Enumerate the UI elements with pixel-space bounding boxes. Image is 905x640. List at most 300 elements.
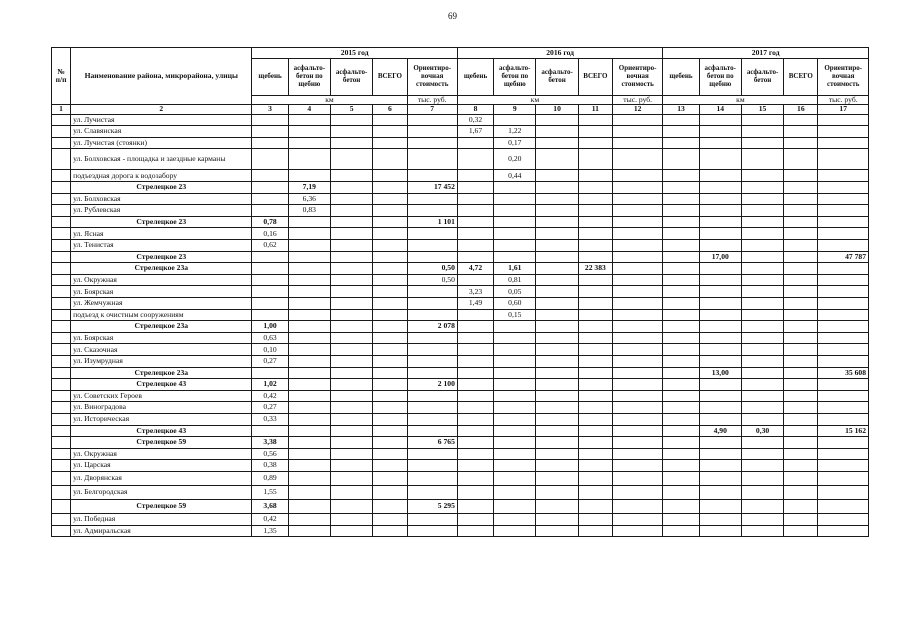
value-cell xyxy=(288,355,330,367)
value-cell xyxy=(536,126,578,138)
value-cell xyxy=(578,390,612,402)
value-cell xyxy=(784,126,818,138)
value-cell: 7,19 xyxy=(288,182,330,194)
value-cell xyxy=(373,460,407,472)
value-cell xyxy=(612,499,662,513)
value-cell xyxy=(741,499,783,513)
value-cell: 0,62 xyxy=(252,240,288,252)
column-label: асфальто-бетон xyxy=(741,59,783,96)
value-cell xyxy=(330,193,372,205)
value-cell xyxy=(818,460,869,472)
value-cell xyxy=(818,240,869,252)
value-cell xyxy=(407,460,457,472)
value-cell xyxy=(288,367,330,379)
value-cell xyxy=(818,216,869,228)
value-cell xyxy=(699,182,741,194)
value-cell xyxy=(578,413,612,425)
unit-km: км xyxy=(457,96,612,105)
group-row xyxy=(52,216,869,228)
value-cell xyxy=(407,126,457,138)
street-name: ул. Окружная xyxy=(71,448,252,460)
row-number-cell xyxy=(52,321,71,333)
value-cell xyxy=(536,216,578,228)
street-row xyxy=(52,402,869,414)
column-index: 13 xyxy=(663,105,699,114)
value-cell xyxy=(663,137,699,149)
value-cell xyxy=(699,205,741,217)
value-cell xyxy=(407,309,457,321)
value-cell xyxy=(457,240,493,252)
value-cell xyxy=(457,251,493,263)
value-cell xyxy=(612,402,662,414)
value-cell xyxy=(373,240,407,252)
value-cell xyxy=(699,126,741,138)
value-cell xyxy=(699,193,741,205)
value-cell xyxy=(741,460,783,472)
value-cell xyxy=(818,298,869,310)
year-header-2015: 2015 год xyxy=(252,48,457,59)
value-cell xyxy=(536,114,578,126)
value-cell xyxy=(252,205,288,217)
row-number-cell xyxy=(52,170,71,182)
value-cell xyxy=(663,379,699,391)
column-index: 10 xyxy=(536,105,578,114)
value-cell xyxy=(288,332,330,344)
row-number-cell xyxy=(52,114,71,126)
value-cell xyxy=(663,298,699,310)
value-cell xyxy=(741,448,783,460)
value-cell xyxy=(578,240,612,252)
value-cell xyxy=(457,448,493,460)
value-cell xyxy=(578,448,612,460)
value-cell xyxy=(612,274,662,286)
value-cell xyxy=(494,193,536,205)
value-cell xyxy=(373,114,407,126)
row-number-cell xyxy=(52,379,71,391)
value-cell xyxy=(330,425,372,437)
value-cell xyxy=(494,182,536,194)
value-cell xyxy=(612,263,662,275)
value-cell xyxy=(373,205,407,217)
street-row xyxy=(52,286,869,298)
group-name: Стрелецкое 23а xyxy=(71,321,252,333)
value-cell xyxy=(407,114,457,126)
column-index: 14 xyxy=(699,105,741,114)
row-number-cell xyxy=(52,471,71,485)
value-cell xyxy=(288,460,330,472)
value-cell: 3,23 xyxy=(457,286,493,298)
value-cell xyxy=(818,448,869,460)
column-index: 12 xyxy=(612,105,662,114)
value-cell xyxy=(663,126,699,138)
value-cell xyxy=(494,205,536,217)
street-name: ул. Боярская xyxy=(71,286,252,298)
value-cell xyxy=(252,367,288,379)
value-cell xyxy=(699,274,741,286)
value-cell: 1 101 xyxy=(407,216,457,228)
value-cell xyxy=(457,390,493,402)
column-index: 11 xyxy=(578,105,612,114)
street-row xyxy=(52,332,869,344)
value-cell xyxy=(407,344,457,356)
value-cell xyxy=(407,170,457,182)
value-cell xyxy=(578,513,612,525)
value-cell xyxy=(818,525,869,537)
index-row xyxy=(52,105,869,114)
value-cell: 0,50 xyxy=(407,263,457,275)
row-number-cell xyxy=(52,286,71,298)
value-cell: 0,32 xyxy=(457,114,493,126)
value-cell xyxy=(330,525,372,537)
value-cell xyxy=(741,274,783,286)
value-cell xyxy=(663,425,699,437)
value-cell xyxy=(407,240,457,252)
value-cell xyxy=(457,379,493,391)
value-cell xyxy=(330,471,372,485)
value-cell xyxy=(578,149,612,170)
value-cell xyxy=(494,460,536,472)
value-cell: 0,27 xyxy=(252,355,288,367)
value-cell xyxy=(612,379,662,391)
street-name: ул. Рублевская xyxy=(71,205,252,217)
column-label: щебень xyxy=(457,59,493,96)
value-cell xyxy=(373,355,407,367)
value-cell xyxy=(494,485,536,499)
value-cell: 0,81 xyxy=(494,274,536,286)
street-row xyxy=(52,205,869,217)
value-cell xyxy=(784,448,818,460)
value-cell xyxy=(330,413,372,425)
value-cell xyxy=(407,367,457,379)
value-cell xyxy=(784,460,818,472)
street-row xyxy=(52,390,869,402)
row-number-cell xyxy=(52,390,71,402)
value-cell xyxy=(578,251,612,263)
value-cell xyxy=(612,182,662,194)
value-cell xyxy=(373,298,407,310)
value-cell xyxy=(457,344,493,356)
value-cell xyxy=(578,485,612,499)
column-label: асфальто-бетон по щебню xyxy=(699,59,741,96)
value-cell xyxy=(612,149,662,170)
value-cell xyxy=(699,263,741,275)
value-cell xyxy=(699,355,741,367)
value-cell xyxy=(784,485,818,499)
value-cell xyxy=(578,309,612,321)
value-cell xyxy=(407,471,457,485)
value-cell xyxy=(288,170,330,182)
value-cell: 0,17 xyxy=(494,137,536,149)
value-cell xyxy=(784,309,818,321)
value-cell xyxy=(288,321,330,333)
value-cell xyxy=(663,344,699,356)
column-label: Ориентиро-вочная стоимость xyxy=(818,59,869,96)
no-header: № п/п xyxy=(52,48,71,105)
value-cell xyxy=(818,193,869,205)
table-body xyxy=(52,114,869,536)
value-cell xyxy=(612,137,662,149)
group-name: Стрелецкое 23а xyxy=(71,367,252,379)
value-cell xyxy=(741,251,783,263)
row-number-cell xyxy=(52,205,71,217)
value-cell xyxy=(818,263,869,275)
value-cell xyxy=(536,355,578,367)
value-cell xyxy=(784,390,818,402)
value-cell xyxy=(288,137,330,149)
value-cell xyxy=(252,251,288,263)
value-cell: 1,35 xyxy=(252,525,288,537)
value-cell xyxy=(330,170,372,182)
value-cell xyxy=(330,460,372,472)
column-index: 2 xyxy=(71,105,252,114)
value-cell: 4,72 xyxy=(457,263,493,275)
value-cell xyxy=(578,228,612,240)
value-cell: 0,42 xyxy=(252,513,288,525)
value-cell xyxy=(818,126,869,138)
value-cell xyxy=(663,390,699,402)
row-number-cell xyxy=(52,525,71,537)
value-cell xyxy=(330,499,372,513)
street-row xyxy=(52,137,869,149)
value-cell xyxy=(494,367,536,379)
value-cell xyxy=(699,216,741,228)
street-row xyxy=(52,525,869,537)
value-cell xyxy=(536,425,578,437)
value-cell xyxy=(536,471,578,485)
value-cell: 0,63 xyxy=(252,332,288,344)
value-cell xyxy=(373,274,407,286)
value-cell xyxy=(457,485,493,499)
value-cell xyxy=(288,499,330,513)
value-cell xyxy=(373,126,407,138)
value-cell xyxy=(373,499,407,513)
value-cell xyxy=(288,298,330,310)
value-cell xyxy=(373,390,407,402)
value-cell: 0,30 xyxy=(741,425,783,437)
value-cell xyxy=(784,114,818,126)
value-cell: 2 078 xyxy=(407,321,457,333)
value-cell xyxy=(578,170,612,182)
value-cell xyxy=(699,332,741,344)
value-cell xyxy=(612,205,662,217)
value-cell xyxy=(784,525,818,537)
value-cell xyxy=(578,216,612,228)
value-cell xyxy=(407,137,457,149)
value-cell xyxy=(373,321,407,333)
value-cell xyxy=(699,240,741,252)
row-number-cell xyxy=(52,251,71,263)
value-cell xyxy=(330,240,372,252)
street-row xyxy=(52,228,869,240)
value-cell xyxy=(741,344,783,356)
value-cell xyxy=(663,513,699,525)
value-cell xyxy=(784,228,818,240)
value-cell xyxy=(699,170,741,182)
value-cell xyxy=(818,413,869,425)
group-name: Стрелецкое 43 xyxy=(71,379,252,391)
value-cell xyxy=(612,228,662,240)
value-cell xyxy=(612,193,662,205)
value-cell xyxy=(457,413,493,425)
value-cell xyxy=(494,448,536,460)
value-cell xyxy=(784,182,818,194)
value-cell xyxy=(252,137,288,149)
value-cell xyxy=(741,205,783,217)
value-cell xyxy=(288,216,330,228)
value-cell xyxy=(699,286,741,298)
value-cell xyxy=(612,286,662,298)
value-cell xyxy=(457,402,493,414)
value-cell xyxy=(330,228,372,240)
value-cell xyxy=(699,149,741,170)
street-row xyxy=(52,413,869,425)
value-cell xyxy=(330,309,372,321)
value-cell xyxy=(252,425,288,437)
value-cell xyxy=(818,137,869,149)
value-cell xyxy=(578,182,612,194)
value-cell xyxy=(252,126,288,138)
value-cell xyxy=(818,390,869,402)
unit-km: км xyxy=(663,96,818,105)
street-name: ул. Советских Героев xyxy=(71,390,252,402)
value-cell xyxy=(784,193,818,205)
value-cell xyxy=(536,298,578,310)
column-label: ВСЕГО xyxy=(373,59,407,96)
value-cell xyxy=(784,240,818,252)
value-cell xyxy=(252,149,288,170)
value-cell xyxy=(699,114,741,126)
value-cell xyxy=(741,298,783,310)
value-cell xyxy=(288,390,330,402)
value-cell xyxy=(578,274,612,286)
value-cell xyxy=(288,413,330,425)
value-cell xyxy=(536,286,578,298)
value-cell xyxy=(818,182,869,194)
value-cell xyxy=(252,263,288,275)
value-cell xyxy=(494,251,536,263)
value-cell xyxy=(784,251,818,263)
row-number-cell xyxy=(52,344,71,356)
value-cell xyxy=(818,379,869,391)
value-cell xyxy=(612,525,662,537)
value-cell xyxy=(373,437,407,449)
street-row xyxy=(52,193,869,205)
value-cell xyxy=(330,355,372,367)
value-cell xyxy=(536,402,578,414)
value-cell xyxy=(741,379,783,391)
value-cell xyxy=(373,193,407,205)
value-cell xyxy=(457,513,493,525)
value-cell xyxy=(252,182,288,194)
value-cell: 22 383 xyxy=(578,263,612,275)
street-name: ул. Ясная xyxy=(71,228,252,240)
value-cell xyxy=(818,344,869,356)
value-cell xyxy=(457,309,493,321)
street-row xyxy=(52,344,869,356)
value-cell xyxy=(407,513,457,525)
value-cell xyxy=(741,321,783,333)
value-cell xyxy=(612,367,662,379)
value-cell xyxy=(578,525,612,537)
value-cell xyxy=(699,402,741,414)
column-label: щебень xyxy=(252,59,288,96)
value-cell xyxy=(373,286,407,298)
value-cell xyxy=(578,137,612,149)
value-cell: 0,83 xyxy=(288,205,330,217)
value-cell: 15 162 xyxy=(818,425,869,437)
value-cell xyxy=(663,182,699,194)
value-cell: 35 608 xyxy=(818,367,869,379)
value-cell xyxy=(612,355,662,367)
value-cell xyxy=(536,513,578,525)
value-cell xyxy=(578,402,612,414)
value-cell xyxy=(612,321,662,333)
value-cell: 1,55 xyxy=(252,485,288,499)
value-cell xyxy=(407,298,457,310)
value-cell xyxy=(784,425,818,437)
row-number-cell xyxy=(52,460,71,472)
value-cell: 47 787 xyxy=(818,251,869,263)
street-name: ул. Белгородская xyxy=(71,485,252,499)
value-cell xyxy=(457,193,493,205)
value-cell xyxy=(536,448,578,460)
value-cell xyxy=(663,228,699,240)
row-number-cell xyxy=(52,513,71,525)
value-cell xyxy=(252,286,288,298)
value-cell xyxy=(407,332,457,344)
group-row xyxy=(52,367,869,379)
value-cell xyxy=(578,321,612,333)
value-cell xyxy=(536,367,578,379)
value-cell xyxy=(330,126,372,138)
value-cell xyxy=(288,228,330,240)
value-cell xyxy=(373,228,407,240)
value-cell xyxy=(536,251,578,263)
value-cell xyxy=(612,485,662,499)
value-cell xyxy=(612,170,662,182)
value-cell xyxy=(252,114,288,126)
value-cell xyxy=(578,355,612,367)
street-name: ул. Изумрудная xyxy=(71,355,252,367)
value-cell xyxy=(784,513,818,525)
value-cell xyxy=(784,170,818,182)
value-cell xyxy=(536,379,578,391)
value-cell: 0,56 xyxy=(252,448,288,460)
row-number-cell xyxy=(52,216,71,228)
value-cell xyxy=(457,182,493,194)
value-cell xyxy=(288,513,330,525)
value-cell xyxy=(536,240,578,252)
row-number-cell xyxy=(52,240,71,252)
value-cell xyxy=(536,193,578,205)
value-cell xyxy=(818,205,869,217)
value-cell xyxy=(536,499,578,513)
value-cell xyxy=(741,240,783,252)
value-cell xyxy=(784,205,818,217)
value-cell xyxy=(663,332,699,344)
value-cell xyxy=(373,170,407,182)
value-cell xyxy=(373,344,407,356)
value-cell xyxy=(784,332,818,344)
value-cell xyxy=(663,114,699,126)
value-cell xyxy=(373,471,407,485)
value-cell xyxy=(818,513,869,525)
value-cell xyxy=(252,193,288,205)
value-cell xyxy=(741,216,783,228)
street-row xyxy=(52,170,869,182)
row-number-cell xyxy=(52,402,71,414)
street-row xyxy=(52,513,869,525)
